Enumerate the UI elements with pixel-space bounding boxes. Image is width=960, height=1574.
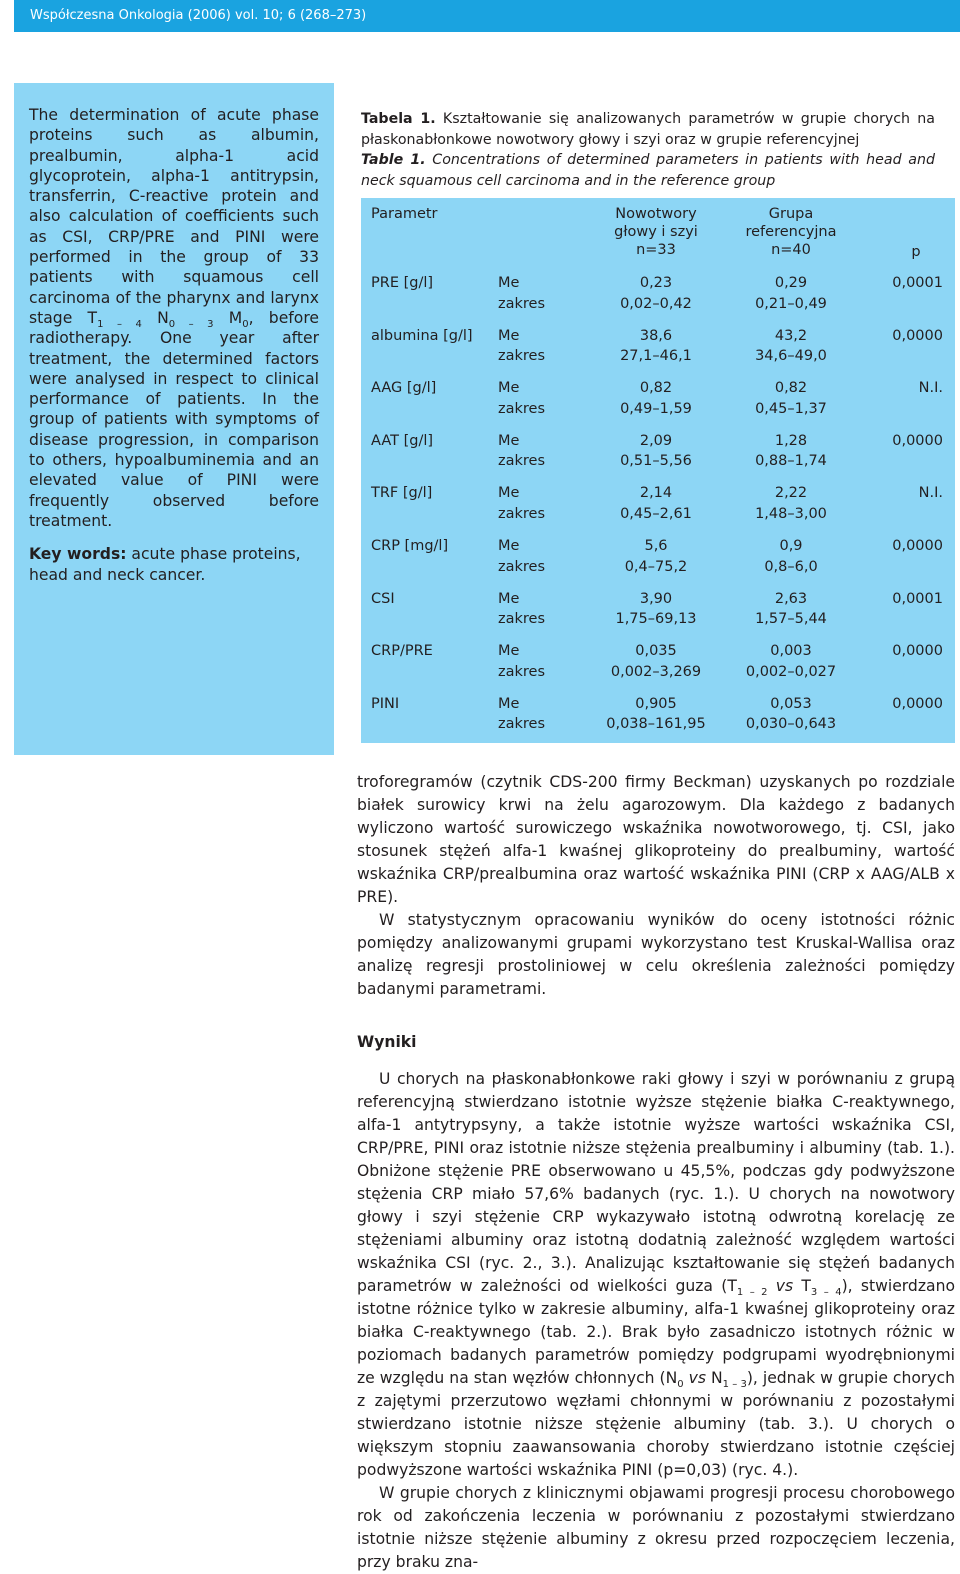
abstract-box — [14, 83, 334, 755]
body-text — [357, 771, 955, 1574]
group2-median: 2,63 — [774, 590, 808, 607]
group1-median: 3,90 — [639, 590, 673, 607]
param-name: AAG [g/l] — [371, 380, 437, 397]
stat-range-label: zakres — [498, 716, 546, 733]
group2-median: 43,2 — [774, 327, 808, 344]
group2-median: 0,82 — [774, 380, 808, 397]
body-paragraph-4: W grupie chorych z klinicznymi objawami progresji procesu chorobowego rok od zakończenia leczenia w porównaniu z pozostałymi stwierdzano istotnie niższe stężenie albuminy z okresu przed rozpoczęciem leczenia, przy braku zna- — [357, 1484, 955, 1571]
group2-range: 0,21–0,49 — [755, 295, 827, 312]
param-name: albumina [g/l] — [371, 327, 473, 344]
group2-range: 0,45–1,37 — [755, 400, 827, 417]
p-value: 0,0001 — [892, 590, 943, 607]
group1-median: 0,035 — [635, 643, 677, 660]
group1-median: 0,905 — [635, 695, 677, 712]
stat-range-label: zakres — [498, 611, 546, 628]
group1-median: 0,82 — [639, 380, 673, 397]
group1-median: 38,6 — [639, 327, 673, 344]
group2-median: 0,9 — [779, 538, 803, 554]
section-heading-wyniki: Wyniki — [357, 1033, 417, 1051]
param-name: TRF [g/l] — [371, 485, 433, 502]
group2-range: 0,030–0,643 — [745, 716, 837, 733]
param-name: PRE [g/l] — [371, 275, 434, 291]
group2-median: 0,29 — [774, 275, 808, 291]
header-p: p — [911, 244, 921, 260]
table-caption-en: Table 1. Concentrations of determined parameters in patients with head and neck squamous cell carcinoma and in the reference group — [361, 152, 935, 189]
stat-me-label: Me — [498, 695, 520, 712]
body-paragraph-1: troforegramów (czytnik CDS-200 firmy Beckman) uzyskanych po rozdziale białek surowicy krwi na żelu agarozowym. Dla każdego z badanych wyliczono wartość surowiczego wskaźnika nowotworowego, tj. CSI, jako stosunek stężeń alfa-1 kwaśnej glikoproteiny do prealbuminy, wartość wskaźnika CRP/prealbumina oraz wartość wskaźnika PINI (CRP x AAG/ALB x PRE). — [357, 773, 955, 906]
stat-range-label: zakres — [498, 348, 546, 365]
group1-median: 5,6 — [644, 538, 668, 554]
stat-range-label: zakres — [498, 295, 546, 312]
param-name: PINI — [371, 695, 400, 712]
stat-range-label: zakres — [498, 400, 546, 417]
p-value: 0,0000 — [892, 538, 943, 554]
p-value: 0,0000 — [892, 327, 943, 344]
param-name: CRP/PRE — [371, 643, 433, 660]
stat-me-label: Me — [498, 485, 520, 502]
stat-me-label: Me — [498, 327, 520, 344]
stat-range-label: zakres — [498, 663, 546, 680]
group1-range: 0,45–2,61 — [620, 505, 692, 522]
header-group2: Grupa referencyjna n=40 — [745, 206, 837, 258]
group2-range: 0,002–0,027 — [745, 663, 837, 680]
group2-median: 2,22 — [774, 485, 808, 502]
group2-median: 0,053 — [770, 695, 812, 712]
param-name: CRP [mg/l] — [371, 538, 449, 554]
p-value: 0,0001 — [892, 275, 943, 291]
group1-range: 1,75–69,13 — [615, 611, 697, 628]
body-paragraph-2: W statystycznym opracowaniu wyników do oceny istotności różnic pomiędzy analizowanymi grupami wykorzystano test Kruskal-Wallisa oraz analizę regresji prostoliniowej w celu określenia zależności pomiędzy badanymi parametrami. — [357, 911, 955, 998]
stat-me-label: Me — [498, 275, 520, 291]
group1-median: 2,14 — [639, 485, 673, 502]
stat-range-label: zakres — [498, 558, 546, 575]
stat-range-label: zakres — [498, 505, 546, 522]
p-value: 0,0000 — [892, 643, 943, 660]
stat-me-label: Me — [498, 643, 520, 660]
group1-median: 0,23 — [639, 275, 673, 291]
keywords-label: Key words: — [29, 545, 127, 564]
group1-range: 27,1–46,1 — [620, 348, 692, 365]
group1-range: 0,002–3,269 — [610, 663, 702, 680]
header-parametr: Parametr — [371, 206, 438, 222]
journal-citation: Współczesna Onkologia (2006) vol. 10; 6 (268–273) — [30, 8, 367, 23]
group1-median: 2,09 — [639, 432, 673, 449]
group2-median: 1,28 — [774, 432, 808, 449]
stat-me-label: Me — [498, 590, 520, 607]
stat-me-label: Me — [498, 538, 520, 554]
group1-range: 0,51–5,56 — [620, 453, 692, 470]
p-value: N.I. — [918, 380, 943, 397]
group2-range: 34,6–49,0 — [755, 348, 827, 365]
table-caption-pl: Tabela 1. Kształtowanie się analizowanych parametrów w grupie chorych na płaskonabłonkowe nowotwory głowy i szyi oraz w grupie referencyjnej — [361, 111, 935, 148]
p-value: 0,0000 — [892, 432, 943, 449]
header-group1: Nowotwory głowy i szyi n=33 — [614, 206, 698, 258]
keywords-text: acute phase proteins, head and neck cancer. — [29, 545, 301, 584]
group1-range: 0,4–75,2 — [624, 558, 688, 575]
abstract-text: The determination of acute phase proteins such as albumin, prealbumin, alpha-1 acid glycoprotein, alpha-1 antitrypsin, transferrin, C-reactive protein and also calculation of coefficients such as CSI, CRP/PRE and PINI were performed in the group of 33 patients with squamous cell carcinoma of the pharynx and larynx stage $T_{1 - 4}$ $N_{0 - 3}$ $M_0$, before radiotherapy. One year after treatment, the determined factors were analysed in respect to clinical performance of patients. In the group of patients with symptoms of disease progression, in comparison to others, hypoalbuminemia and an elevated value of PINI were frequently observed before treatment. — [29, 106, 319, 530]
param-name: CSI — [371, 590, 395, 607]
stat-me-label: Me — [498, 432, 520, 449]
p-value: 0,0000 — [892, 695, 943, 712]
group2-range: 0,8–6,0 — [764, 558, 818, 575]
keywords — [29, 544, 319, 585]
journal-header-bar — [14, 0, 960, 32]
group1-range: 0,49–1,59 — [620, 400, 692, 417]
group2-range: 0,88–1,74 — [755, 453, 827, 470]
group1-range: 0,02–0,42 — [620, 295, 692, 312]
data-table — [361, 198, 955, 743]
table-caption-block — [361, 109, 935, 191]
param-name: AAT [g/l] — [371, 432, 434, 449]
p-value: N.I. — [918, 485, 943, 502]
stat-me-label: Me — [498, 380, 520, 397]
group2-range: 1,48–3,00 — [755, 505, 827, 522]
group2-range: 1,57–5,44 — [755, 611, 827, 628]
body-paragraph-3: U chorych na płaskonabłonkowe raki głowy i szyi w porównaniu z grupą referencyjną stwierdzano istotnie wyższe stężenie białka C-reaktywnego, alfa-1 antytrypsyny, a także istotnie wyższe wartości wskaźnika CSI, CRP/PRE, PINI oraz istotnie niższe stężenia prealbuminy i albuminy (tab. 1.). Obniżone stężenie PRE obserwowano u 45,5%, podczas gdy podwyższone stężenia CRP miało 57,6% badanych (ryc. 1.). U chorych na nowotwory głowy i szyi stężenie CRP wykazywało istotną odwrotną korelację ze stężeniami albuminy oraz istotną dodatnią zależność względem wartości wskaźnika CSI (ryc. 2., 3.). Analizując kształtowanie się stężeń badanych parametrów w zależności od wielkości guza ($T_{1 - 2}$ vs $T_{3 - 4}$), stwierdzano istotne różnice tylko w zakresie albuminy, alfa-1 kwaśnej glikoproteiny oraz białka C-reaktywnego (tab. 2.). Brak było zasadniczo istotnych różnic w poziomach badanych parametrów pomiędzy podgrupami wyodrębnionymi ze względu na stan węzłów chłonnych ($N_0$ vs $N_{1 - 3}$), jednak w grupie chorych z zajętymi przerzutowo węzłami chłonnymi w porównaniu z pozostałymi stwierdzano istotnie niższe stężenie albuminy (tab. 3.). U chorych o większym stopniu zaawansowania choroby stwierdzano istotnie częściej podwyższone wartości wskaźnika PINI (p=0,03) (ryc. 4.). — [357, 1070, 955, 1479]
group1-range: 0,038–161,95 — [606, 716, 706, 733]
group2-median: 0,003 — [770, 643, 812, 660]
stat-range-label: zakres — [498, 453, 546, 470]
